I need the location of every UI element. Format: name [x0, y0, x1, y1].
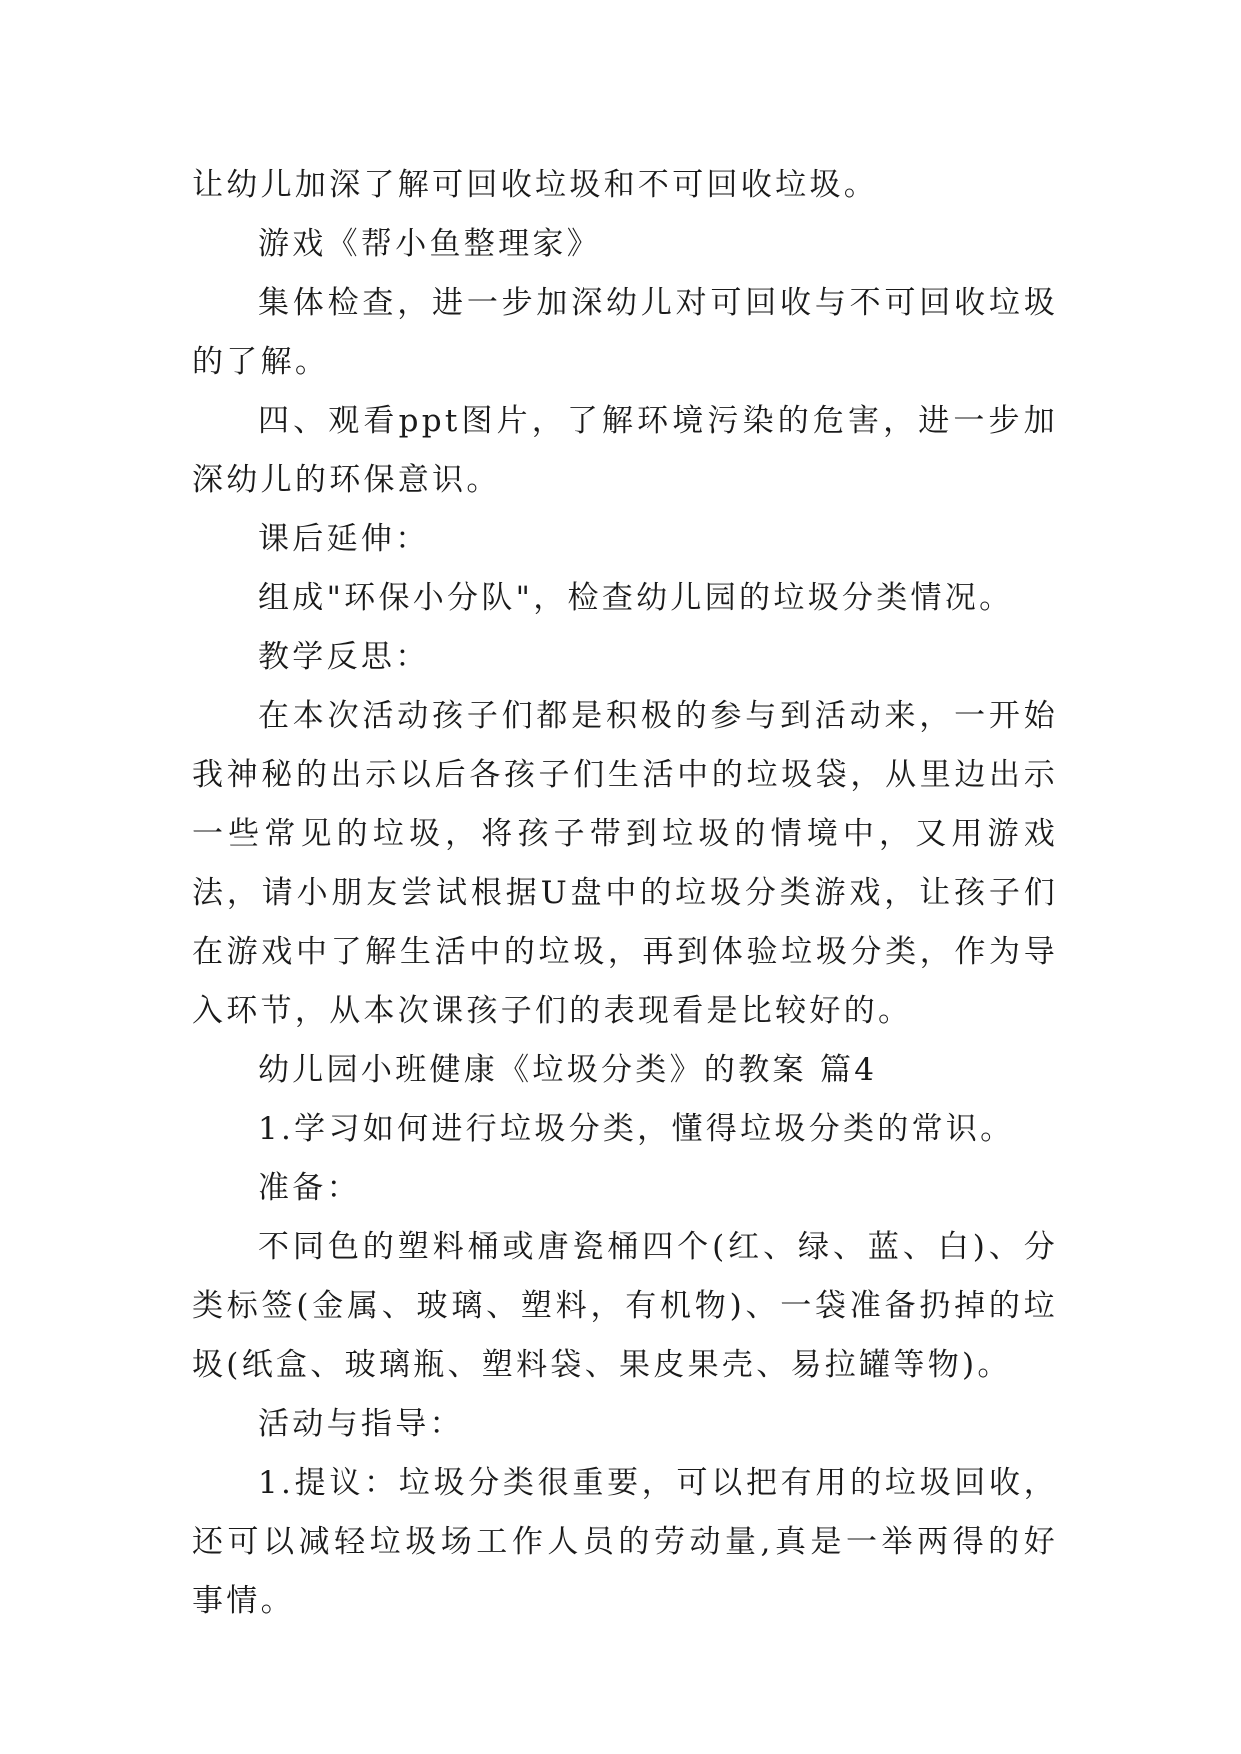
lesson-title: 幼儿园小班健康《垃圾分类》的教案 篇4 [258, 1052, 878, 1088]
game-title-paragraph: 游戏《帮小鱼整理家》 [258, 226, 601, 262]
section-heading: 课后延伸： [258, 521, 430, 557]
goal-item: 1.学习如何进行垃圾分类，懂得垃圾分类的常识。 [258, 1111, 1015, 1147]
paragraph: 集体检查，进一步加深幼儿对可回收与不可回收垃圾的了解。 [192, 285, 1058, 380]
document-body [192, 156, 1058, 1631]
section-heading: 活动与指导： [258, 1406, 464, 1442]
paragraph: 组成"环保小分队"，检查幼儿园的垃圾分类情况。 [258, 580, 1014, 616]
materials-paragraph: 不同色的塑料桶或唐瓷桶四个(红、绿、蓝、白)、分类标签(金属、玻璃、塑料，有机物)、一袋准备扔掉的垃圾(纸盒、玻璃瓶、塑料袋、果皮果壳、易拉罐等物)。 [192, 1229, 1058, 1383]
paragraph: 让幼儿加深了解可回收垃圾和不可回收垃圾。 [192, 167, 878, 203]
section-heading: 教学反思： [258, 639, 430, 675]
section-heading: 准备： [258, 1170, 361, 1206]
reflection-paragraph: 在本次活动孩子们都是积极的参与到活动来，一开始我神秘的出示以后各孩子们生活中的垃圾袋，从里边出示一些常见的垃圾，将孩子带到垃圾的情境中，又用游戏法，请小朋友尝试根据U盘中的垃圾分类游戏，让孩子们在游戏中了解生活中的垃圾，再到体验垃圾分类，作为导入环节，从本次课孩子们的表现看是比较好的。 [192, 698, 1058, 1029]
activity-item: 1.提议：垃圾分类很重要，可以把有用的垃圾回收，还可以减轻垃圾场工作人员的劳动量,真是一举两得的好事情。 [192, 1465, 1058, 1619]
paragraph: 四、观看ppt图片，了解环境污染的危害，进一步加深幼儿的环保意识。 [192, 403, 1058, 498]
